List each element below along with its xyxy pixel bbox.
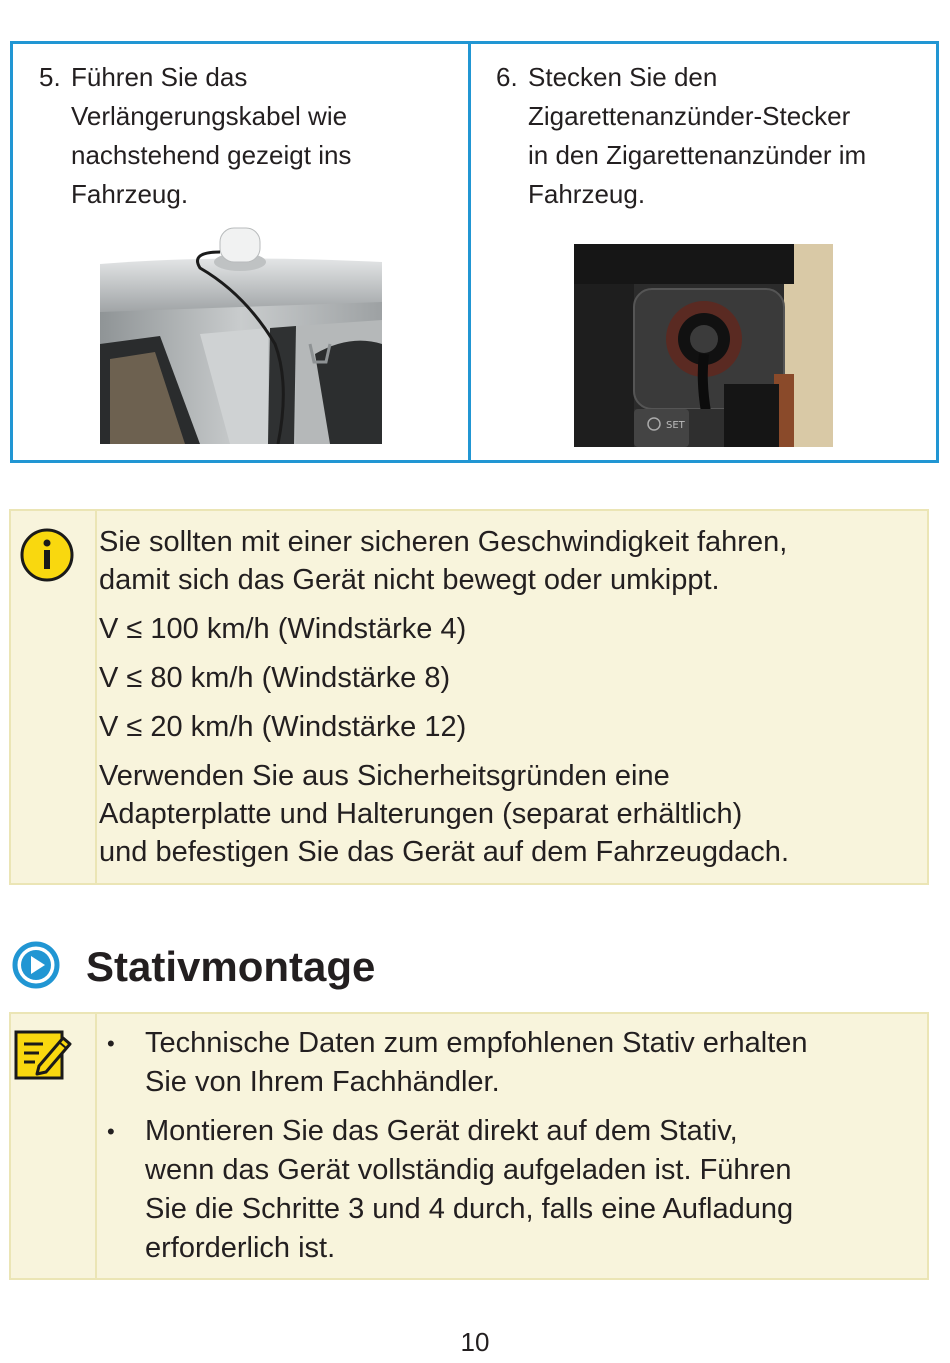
- step-text: Stecken Sie den Zigarettenanzünder-Stecker in den Zigarettenanzünder im Fahrzeug.: [528, 62, 867, 209]
- section-heading: [12, 938, 612, 998]
- note-icon-column: [11, 511, 97, 883]
- list-item-text: Technische Daten zum empfohlenen Stativ erhalten Sie von Ihrem Fachhändler.: [145, 1027, 808, 1098]
- list-item: [99, 1024, 919, 1102]
- note-edit-icon: [13, 1026, 75, 1082]
- list-item: [99, 1112, 919, 1268]
- info-icon: [19, 527, 75, 583]
- tip-note: [9, 1012, 929, 1280]
- page-number: 10: [460, 1327, 490, 1357]
- table-divider: [468, 44, 471, 460]
- note-paragraph: Verwenden Sie aus Sicherheitsgründen eine Adapterplatte und Halterungen (separat erhältlich) und befestigen Sie das Gerät auf dem Fahrzeugdach.: [99, 760, 789, 868]
- car-roof-cable-photo: [100, 224, 382, 444]
- list-item-text: Montieren Sie das Gerät direkt auf dem Stativ, wenn das Gerät vollständig aufgeladen ist. Führen Sie die Schritte 3 und 4 durch, falls eine Aufladung erforderlich ist.: [145, 1115, 794, 1264]
- set-button-label: SET: [666, 420, 685, 431]
- step-number: 6.: [496, 62, 518, 92]
- note-paragraph: Sie sollten mit einer sicheren Geschwindigkeit fahren, damit sich das Gerät nicht bewegt oder umkippt.: [99, 526, 788, 596]
- speed-limit-line: V ≤ 80 km/h (Windstärke 8): [99, 662, 451, 694]
- bullet: •: [107, 1031, 115, 1056]
- step-6: [496, 58, 936, 214]
- steps-table: [10, 41, 939, 463]
- info-note: [9, 509, 929, 885]
- cigarette-lighter-plug-photo: [574, 244, 833, 447]
- bullet: •: [107, 1119, 115, 1144]
- tip-list: [99, 1024, 919, 1268]
- play-circle-icon: [12, 941, 60, 989]
- step-5: [39, 58, 459, 214]
- step-number: 5.: [39, 62, 61, 92]
- section-title: Stativmontage: [86, 943, 376, 990]
- step-text: Führen Sie das Verlängerungskabel wie nachstehend gezeigt ins Fahrzeug.: [71, 62, 352, 209]
- note-icon-column: [11, 1014, 97, 1278]
- speed-limit-line: V ≤ 20 km/h (Windstärke 12): [99, 711, 467, 743]
- info-note-body: [99, 523, 919, 871]
- speed-limit-line: V ≤ 100 km/h (Windstärke 4): [99, 613, 467, 645]
